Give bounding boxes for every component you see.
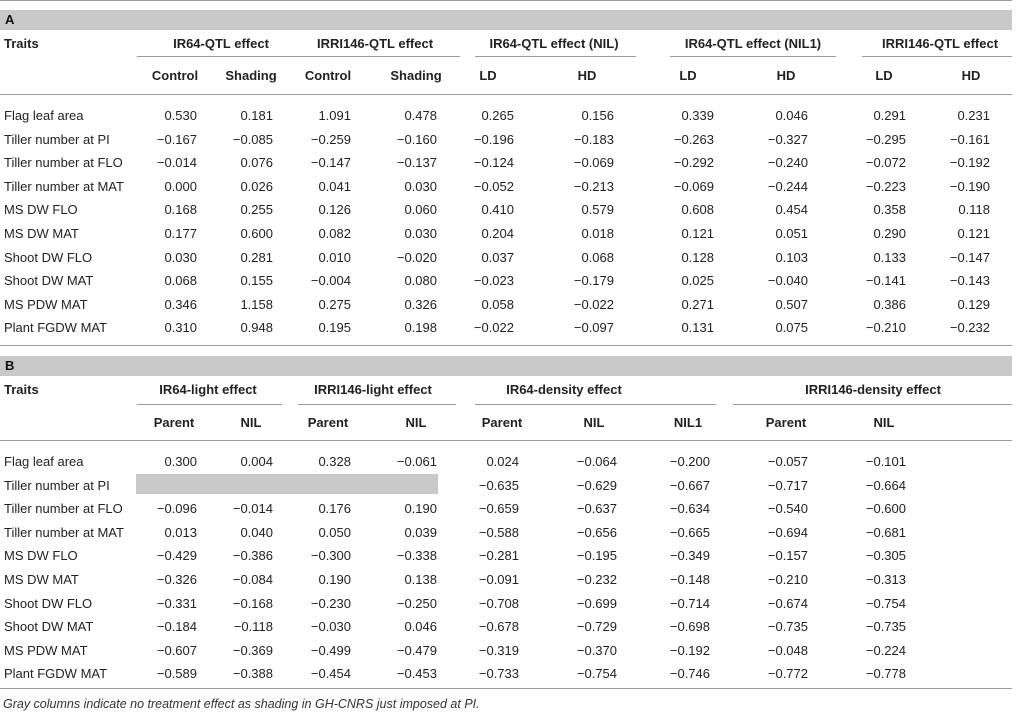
table-cell: 0.156 bbox=[581, 108, 614, 123]
table-cell: −0.200 bbox=[669, 454, 710, 469]
row-trait: Shoot DW FLO bbox=[4, 595, 93, 611]
table-cell: 0.039 bbox=[404, 524, 437, 540]
table-cell: −0.190 bbox=[949, 178, 990, 194]
table-cell: −0.667 bbox=[669, 477, 710, 493]
table-cell: −0.259 bbox=[310, 131, 351, 147]
table-cell: 0.131 bbox=[681, 320, 714, 336]
table-cell: −0.338 bbox=[396, 548, 437, 564]
header-rule bbox=[0, 94, 1012, 95]
table-cell: −0.733 bbox=[478, 666, 519, 682]
section-b-bottom-rule bbox=[0, 688, 1012, 689]
table-cell: −0.020 bbox=[396, 249, 437, 265]
table-cell: −0.659 bbox=[478, 501, 519, 517]
table-cell: −0.634 bbox=[669, 501, 710, 517]
row-trait: MS DW MAT bbox=[4, 226, 79, 241]
table-cell: −0.022 bbox=[473, 320, 514, 336]
sub-header: NIL bbox=[240, 415, 262, 430]
table-cell: −0.184 bbox=[156, 619, 197, 635]
table-cell: −0.022 bbox=[573, 296, 614, 312]
table-cell: 0.082 bbox=[318, 226, 351, 241]
table-cell: 0.326 bbox=[404, 296, 437, 312]
table-cell: 0.386 bbox=[873, 296, 906, 312]
table-cell: 0.608 bbox=[681, 202, 714, 218]
table-cell: −0.168 bbox=[232, 595, 273, 611]
table-cell: 0.068 bbox=[581, 249, 614, 265]
table-cell: −0.729 bbox=[576, 619, 617, 635]
table-cell: 0.030 bbox=[404, 178, 437, 194]
table-cell: 1.158 bbox=[240, 296, 273, 312]
table-cell: −0.386 bbox=[232, 548, 273, 564]
group-underline bbox=[298, 56, 460, 57]
section-a-bottom-rule bbox=[0, 345, 1012, 346]
table-cell: 0.339 bbox=[681, 108, 714, 123]
table-cell: 0.080 bbox=[404, 273, 437, 289]
row-trait: Tiller number at FLO bbox=[4, 155, 123, 171]
table-cell: 0.275 bbox=[318, 296, 351, 312]
table-cell: 0.168 bbox=[164, 202, 197, 218]
table-cell: −0.244 bbox=[767, 178, 808, 194]
group-header: IRRI146-QTL effect bbox=[881, 36, 999, 51]
row-trait: Tiller number at MAT bbox=[4, 178, 124, 194]
table-cell: −0.635 bbox=[478, 477, 519, 493]
group-underline bbox=[298, 404, 456, 405]
row-trait: Shoot DW FLO bbox=[4, 249, 93, 265]
table-cell: −0.607 bbox=[156, 642, 197, 658]
table-cell: 0.118 bbox=[958, 202, 990, 218]
sub-header: HD bbox=[577, 68, 597, 83]
table-cell: −0.681 bbox=[865, 524, 906, 540]
table-cell: −0.148 bbox=[669, 572, 710, 587]
table-cell: −0.192 bbox=[669, 642, 710, 658]
table-cell: 0.177 bbox=[164, 226, 197, 241]
table-cell: 0.026 bbox=[240, 178, 273, 194]
group-underline bbox=[475, 56, 636, 57]
table-cell: −0.057 bbox=[767, 454, 808, 469]
group-header: IRRI146-QTL effect bbox=[316, 36, 434, 51]
table-cell: −0.778 bbox=[865, 666, 906, 682]
row-trait: Shoot DW MAT bbox=[4, 273, 94, 289]
table-cell: −0.305 bbox=[865, 548, 906, 564]
table-cell: −0.210 bbox=[865, 320, 906, 336]
table-cell: 0.948 bbox=[240, 320, 273, 336]
section-a-label: A bbox=[5, 12, 15, 27]
table-cell: 0.478 bbox=[404, 108, 437, 123]
table-cell: −0.014 bbox=[232, 501, 273, 517]
row-trait: Tiller number at PI bbox=[4, 131, 110, 147]
traits-header: Traits bbox=[4, 36, 39, 51]
header-rule bbox=[0, 440, 1012, 441]
sub-header: Shading bbox=[225, 68, 277, 83]
table-cell: −0.665 bbox=[669, 524, 710, 540]
table-cell: −0.167 bbox=[156, 131, 197, 147]
table-cell: −0.232 bbox=[576, 572, 617, 587]
table-cell: 0.530 bbox=[164, 108, 197, 123]
table-cell: 0.291 bbox=[873, 108, 906, 123]
section-b-label: B bbox=[5, 358, 15, 373]
table-cell: 0.046 bbox=[404, 619, 437, 635]
table-cell: 0.155 bbox=[240, 273, 273, 289]
sub-header: Control bbox=[304, 68, 352, 83]
sub-header: NIL bbox=[873, 415, 895, 430]
table-cell: −0.195 bbox=[576, 548, 617, 564]
table-cell: −0.210 bbox=[767, 572, 808, 587]
table-cell: −0.137 bbox=[396, 155, 437, 171]
table-cell: −0.281 bbox=[478, 548, 519, 564]
table-cell: 0.010 bbox=[318, 249, 351, 265]
table-cell: 0.013 bbox=[164, 524, 197, 540]
group-header: IR64-light effect bbox=[159, 382, 257, 397]
table-cell: 0.068 bbox=[164, 273, 197, 289]
table-cell: −0.157 bbox=[767, 548, 808, 564]
table-cell: 0.579 bbox=[581, 202, 614, 218]
sub-header: LD bbox=[875, 68, 893, 83]
table-cell: −0.064 bbox=[576, 454, 617, 469]
table-cell: −0.014 bbox=[156, 155, 197, 171]
row-trait: MS PDW MAT bbox=[4, 296, 88, 312]
table-cell: 0.290 bbox=[873, 226, 906, 241]
table-cell: 1.091 bbox=[318, 108, 351, 123]
row-trait: Shoot DW MAT bbox=[4, 619, 94, 635]
table-cell: −0.540 bbox=[767, 501, 808, 517]
row-trait: Flag leaf area bbox=[4, 108, 84, 123]
table-cell: −0.699 bbox=[576, 595, 617, 611]
row-trait: Plant FGDW MAT bbox=[4, 320, 108, 336]
table-cell: −0.124 bbox=[473, 155, 514, 171]
table-cell: −0.224 bbox=[865, 642, 906, 658]
table-cell: −0.714 bbox=[669, 595, 710, 611]
table-cell: −0.052 bbox=[473, 178, 514, 194]
table-cell: −0.101 bbox=[865, 454, 906, 469]
table-cell: −0.319 bbox=[478, 642, 519, 658]
table-cell: −0.179 bbox=[573, 273, 614, 289]
table-cell: −0.694 bbox=[767, 524, 808, 540]
section-b-bar bbox=[0, 356, 1012, 376]
table-cell: −0.746 bbox=[669, 666, 710, 682]
footnote: Gray columns indicate no treatment effect as shading in GH-CNRS just imposed at PI. bbox=[3, 697, 480, 711]
row-trait: MS PDW MAT bbox=[4, 642, 88, 658]
table-cell: −0.160 bbox=[396, 131, 437, 147]
table-cell: 0.103 bbox=[775, 249, 808, 265]
table-cell: −0.004 bbox=[310, 273, 351, 289]
table-cell: −0.327 bbox=[767, 131, 808, 147]
table-cell: −0.454 bbox=[310, 666, 351, 682]
table-cell: −0.735 bbox=[865, 619, 906, 635]
table-cell: 0.181 bbox=[240, 108, 273, 123]
sub-header: Parent bbox=[765, 415, 807, 430]
table-cell: −0.429 bbox=[156, 548, 197, 564]
table-cell: 0.076 bbox=[240, 155, 273, 171]
table-cell: −0.754 bbox=[576, 666, 617, 682]
table-cell: −0.213 bbox=[573, 178, 614, 194]
group-underline bbox=[137, 404, 282, 405]
table-cell: −0.023 bbox=[473, 273, 514, 289]
table-cell: −0.292 bbox=[673, 155, 714, 171]
table-cell: 0.129 bbox=[957, 296, 990, 312]
table-cell: −0.369 bbox=[232, 642, 273, 658]
table-cell: 0.000 bbox=[164, 178, 197, 194]
table-cell: −0.230 bbox=[310, 595, 351, 611]
table-cell: −0.735 bbox=[767, 619, 808, 635]
table-cell: −0.698 bbox=[669, 619, 710, 635]
table-cell: −0.084 bbox=[232, 572, 273, 587]
group-header: IRRI146-light effect bbox=[314, 382, 432, 397]
table-cell: 0.410 bbox=[481, 202, 514, 218]
group-header: IR64-QTL effect (NIL) bbox=[489, 36, 619, 51]
table-cell: −0.196 bbox=[473, 131, 514, 147]
table-cell: −0.072 bbox=[865, 155, 906, 171]
table-cell: −0.263 bbox=[673, 131, 714, 147]
traits-header: Traits bbox=[4, 382, 39, 397]
table-cell: −0.143 bbox=[949, 273, 990, 289]
table-cell: −0.678 bbox=[478, 619, 519, 635]
table-cell: −0.147 bbox=[949, 249, 990, 265]
table-cell: 0.138 bbox=[404, 572, 437, 587]
table-cell: −0.040 bbox=[767, 273, 808, 289]
table-cell: 0.231 bbox=[957, 108, 990, 123]
table-cell: 0.507 bbox=[775, 296, 808, 312]
table-cell: −0.629 bbox=[576, 477, 617, 493]
no-effect-gray-block bbox=[136, 474, 438, 494]
table-cell: 0.255 bbox=[240, 202, 273, 218]
table-cell: −0.030 bbox=[310, 619, 351, 635]
table-cell: 0.046 bbox=[775, 108, 808, 123]
table-cell: 0.190 bbox=[404, 501, 437, 517]
table-cell: −0.300 bbox=[310, 548, 351, 564]
table-cell: −0.637 bbox=[576, 501, 617, 517]
sub-header: HD bbox=[961, 68, 981, 83]
row-trait: MS DW FLO bbox=[4, 202, 78, 218]
table-cell: 0.265 bbox=[481, 108, 514, 123]
table-cell: −0.069 bbox=[673, 178, 714, 194]
row-trait: MS DW MAT bbox=[4, 572, 79, 587]
table-cell: −0.147 bbox=[310, 155, 351, 171]
table-cell: 0.025 bbox=[681, 273, 714, 289]
group-header: IR64-QTL effect (NIL1) bbox=[684, 36, 822, 51]
table-cell: −0.370 bbox=[576, 642, 617, 658]
sub-header: LD bbox=[679, 68, 697, 83]
table-cell: −0.085 bbox=[232, 131, 273, 147]
table-cell: −0.232 bbox=[949, 320, 990, 336]
table-cell: −0.161 bbox=[949, 131, 990, 147]
group-underline bbox=[670, 56, 836, 57]
table-cell: 0.004 bbox=[240, 454, 273, 469]
table-cell: 0.600 bbox=[240, 226, 273, 241]
table-cell: −0.250 bbox=[396, 595, 437, 611]
table-cell: −0.479 bbox=[396, 642, 437, 658]
table-cell: 0.454 bbox=[775, 202, 808, 218]
table-cell: −0.453 bbox=[396, 666, 437, 682]
row-trait: MS DW FLO bbox=[4, 548, 78, 564]
table-cell: 0.060 bbox=[404, 202, 437, 218]
table-cell: 0.198 bbox=[404, 320, 437, 336]
table-cell: 0.281 bbox=[240, 249, 273, 265]
table-cell: 0.128 bbox=[681, 249, 714, 265]
table-cell: 0.346 bbox=[164, 296, 197, 312]
table-cell: −0.183 bbox=[573, 131, 614, 147]
table-cell: −0.772 bbox=[767, 666, 808, 682]
table-cell: 0.310 bbox=[164, 320, 197, 336]
group-underline bbox=[862, 56, 1012, 57]
row-trait: Tiller number at MAT bbox=[4, 524, 124, 540]
table-cell: 0.075 bbox=[775, 320, 808, 336]
group-header: IR64-density effect bbox=[506, 382, 622, 397]
table-cell: 0.040 bbox=[240, 524, 273, 540]
table-cell: −0.499 bbox=[310, 642, 351, 658]
table-cell: −0.331 bbox=[156, 595, 197, 611]
sub-header: Shading bbox=[390, 68, 442, 83]
table-cell: 0.030 bbox=[164, 249, 197, 265]
table-cell: 0.050 bbox=[318, 524, 351, 540]
table-cell: 0.121 bbox=[957, 226, 990, 241]
table-cell: 0.300 bbox=[164, 454, 197, 469]
table-cell: −0.295 bbox=[865, 131, 906, 147]
row-trait: Plant FGDW MAT bbox=[4, 666, 108, 682]
table-cell: −0.118 bbox=[233, 619, 273, 635]
table-cell: −0.091 bbox=[478, 572, 519, 587]
table-cell: −0.600 bbox=[865, 501, 906, 517]
table-cell: 0.328 bbox=[318, 454, 351, 469]
sub-header: NIL bbox=[583, 415, 605, 430]
table-cell: −0.223 bbox=[865, 178, 906, 194]
sub-header: Control bbox=[151, 68, 199, 83]
table-cell: −0.754 bbox=[865, 595, 906, 611]
table-cell: 0.018 bbox=[581, 226, 614, 241]
table-cell: 0.133 bbox=[873, 249, 906, 265]
table-cell: −0.349 bbox=[669, 548, 710, 564]
sub-header: NIL bbox=[405, 415, 427, 430]
table-cell: 0.271 bbox=[681, 296, 714, 312]
group-underline bbox=[733, 404, 1012, 405]
sub-header: NIL1 bbox=[673, 415, 703, 430]
sub-header: Parent bbox=[481, 415, 523, 430]
table-cell: −0.192 bbox=[949, 155, 990, 171]
sub-header: Parent bbox=[153, 415, 195, 430]
table-cell: −0.674 bbox=[767, 595, 808, 611]
table-cell: −0.708 bbox=[478, 595, 519, 611]
table-cell: −0.141 bbox=[865, 273, 906, 289]
table-cell: 0.358 bbox=[873, 202, 906, 218]
table-cell: −0.097 bbox=[573, 320, 614, 336]
table-cell: −0.069 bbox=[573, 155, 614, 171]
table-cell: −0.588 bbox=[478, 524, 519, 540]
group-header: IR64-QTL effect bbox=[173, 36, 269, 51]
table-cell: −0.388 bbox=[232, 666, 273, 682]
group-underline bbox=[475, 404, 716, 405]
table-cell: −0.664 bbox=[865, 477, 906, 493]
table-cell: 0.121 bbox=[681, 226, 714, 241]
table-cell: 0.041 bbox=[318, 178, 351, 194]
table-cell: 0.195 bbox=[318, 320, 351, 336]
table-cell: −0.589 bbox=[156, 666, 197, 682]
table-cell: 0.030 bbox=[404, 226, 437, 241]
table-cell: 0.126 bbox=[318, 202, 351, 218]
table-cell: −0.313 bbox=[865, 572, 906, 587]
row-trait: Tiller number at FLO bbox=[4, 501, 123, 517]
table-cell: 0.024 bbox=[486, 454, 519, 469]
table-cell: 0.176 bbox=[318, 501, 351, 517]
table-cell: −0.326 bbox=[156, 572, 197, 587]
group-underline bbox=[137, 56, 306, 57]
sub-header: Parent bbox=[307, 415, 349, 430]
group-header: IRRI146-density effect bbox=[805, 382, 941, 397]
sub-header: LD bbox=[479, 68, 497, 83]
table-cell: 0.037 bbox=[481, 249, 514, 265]
table-cell: 0.058 bbox=[481, 296, 514, 312]
table-cell: −0.240 bbox=[767, 155, 808, 171]
section-a-bar bbox=[0, 10, 1012, 30]
table-cell: −0.656 bbox=[576, 524, 617, 540]
row-trait: Flag leaf area bbox=[4, 454, 84, 469]
table-cell: 0.204 bbox=[481, 226, 514, 241]
table-cell: −0.048 bbox=[767, 642, 808, 658]
row-trait: Tiller number at PI bbox=[4, 477, 110, 493]
table-cell: 0.051 bbox=[775, 226, 808, 241]
top-rule bbox=[0, 0, 1012, 1]
table-cell: −0.717 bbox=[767, 477, 808, 493]
table-cell: −0.061 bbox=[396, 454, 437, 469]
sub-header: HD bbox=[776, 68, 796, 83]
table-cell: 0.190 bbox=[318, 572, 351, 587]
table-cell: −0.096 bbox=[156, 501, 197, 517]
